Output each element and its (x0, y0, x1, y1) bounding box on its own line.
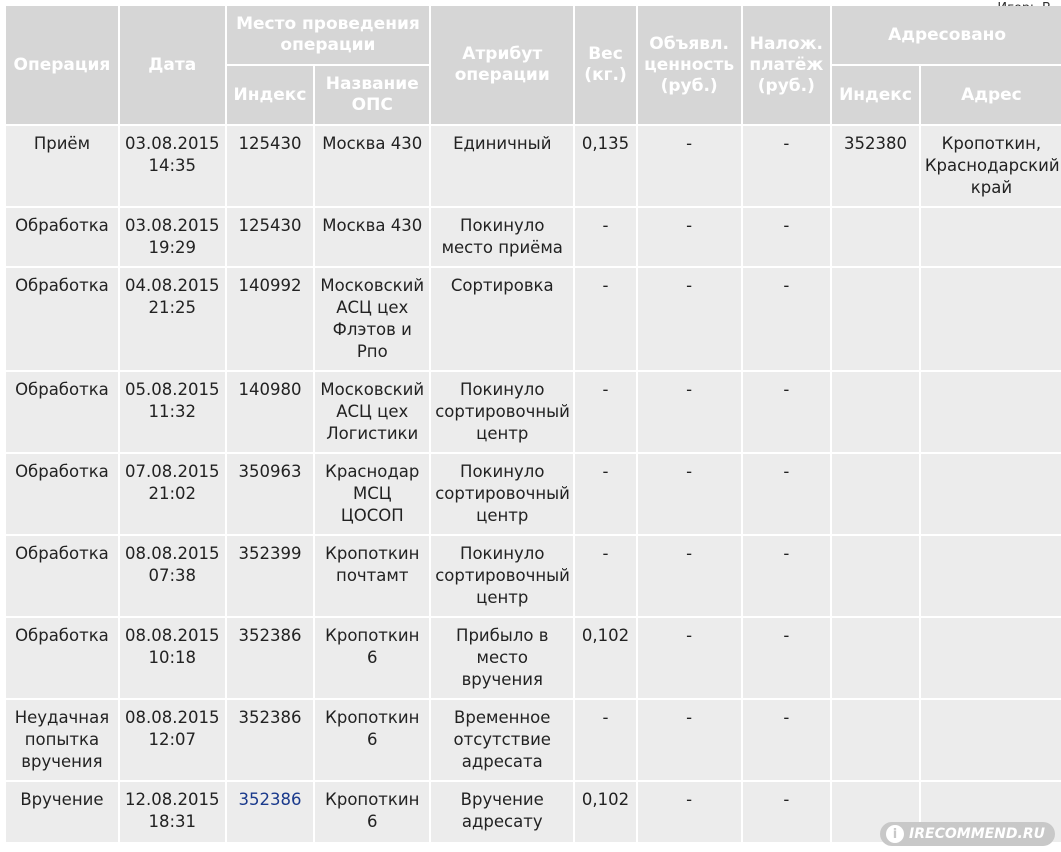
cell-weight: - (575, 208, 635, 266)
cell-weight: - (575, 454, 635, 534)
cell-operation: Обработка (6, 454, 118, 534)
cell-declared-value: - (638, 700, 741, 780)
header-addr-address: Адрес (921, 66, 1061, 124)
cell-operation: Обработка (6, 618, 118, 698)
cell-address (921, 618, 1061, 698)
cell-weight: 0,135 (575, 126, 635, 206)
cell-addr-index (832, 454, 919, 534)
cell-place-index: 352399 (227, 536, 314, 616)
cell-place-index: 140980 (227, 372, 314, 452)
cell-attribute: Покинуло сортировочный центр (431, 536, 573, 616)
header-place: Место проведения операции (227, 6, 430, 64)
cell-cod: - (743, 208, 831, 266)
cell-declared-value: - (638, 208, 741, 266)
table-row (6, 700, 1061, 780)
cell-addr-index (832, 700, 919, 780)
cell-addr-index (832, 268, 919, 370)
cell-operation: Обработка (6, 208, 118, 266)
cell-declared-value: - (638, 454, 741, 534)
cell-place-name: Москва 430 (315, 126, 429, 206)
cell-cod: - (743, 782, 831, 842)
cell-cod: - (743, 372, 831, 452)
cell-address (921, 700, 1061, 780)
cell-date: 08.08.2015 07:38 (120, 536, 225, 616)
cell-attribute: Покинуло место приёма (431, 208, 573, 266)
cell-declared-value: - (638, 372, 741, 452)
cell-addr-index: 352380 (832, 126, 919, 206)
cell-place-index: 352386 (227, 618, 314, 698)
cell-operation: Вручение (6, 782, 118, 842)
cell-address (921, 208, 1061, 266)
watermark-text: IRECOMMEND.RU (909, 826, 1045, 842)
header-date: Дата (120, 6, 225, 124)
cell-operation: Обработка (6, 536, 118, 616)
table-row (6, 536, 1061, 616)
cell-place-index: 352386 (227, 782, 314, 842)
cell-address (921, 268, 1061, 370)
cell-date: 07.08.2015 21:02 (120, 454, 225, 534)
cell-declared-value: - (638, 536, 741, 616)
cell-addr-index (832, 208, 919, 266)
cell-place-name: Кропоткин почтамт (315, 536, 429, 616)
cell-place-index: 350963 (227, 454, 314, 534)
cell-cod: - (743, 268, 831, 370)
header-attribute: Атрибут операции (431, 6, 573, 124)
cell-operation: Приём (6, 126, 118, 206)
cell-address (921, 372, 1061, 452)
cell-weight: - (575, 536, 635, 616)
cell-addr-index (832, 536, 919, 616)
cell-declared-value: - (638, 782, 741, 842)
cell-attribute: Сортировка (431, 268, 573, 370)
cell-attribute: Прибыло в место вручения (431, 618, 573, 698)
cell-attribute: Покинуло сортировочный центр (431, 454, 573, 534)
cell-address (921, 536, 1061, 616)
cell-attribute: Временное отсутствие адресата (431, 700, 573, 780)
cell-addr-index (832, 618, 919, 698)
cell-weight: - (575, 372, 635, 452)
header-place-name: Название ОПС (315, 66, 429, 124)
cell-operation: Обработка (6, 268, 118, 370)
cell-cod: - (743, 536, 831, 616)
table-row (6, 268, 1061, 370)
cell-weight: - (575, 268, 635, 370)
cell-operation: Обработка (6, 372, 118, 452)
cell-address: Кропоткин, Краснодарский край (921, 126, 1061, 206)
cell-operation: Неудачная попытка вручения (6, 700, 118, 780)
header-addr-index: Индекс (832, 66, 919, 124)
header-addressed: Адресовано (832, 6, 1061, 64)
cell-place-name: Краснодар МСЦ ЦОСОП (315, 454, 429, 534)
cell-cod: - (743, 126, 831, 206)
cell-weight: 0,102 (575, 618, 635, 698)
header-declared-value: Объявл. ценность (руб.) (638, 6, 741, 124)
cell-place-index: 125430 (227, 208, 314, 266)
cell-weight: - (575, 700, 635, 780)
cell-address (921, 454, 1061, 534)
cell-weight: 0,102 (575, 782, 635, 842)
table-row (6, 454, 1061, 534)
header-operation: Операция (6, 6, 118, 124)
cell-place-index: 140992 (227, 268, 314, 370)
cell-date: 04.08.2015 21:25 (120, 268, 225, 370)
cell-date: 05.08.2015 11:32 (120, 372, 225, 452)
cell-attribute: Единичный (431, 126, 573, 206)
cell-date: 03.08.2015 19:29 (120, 208, 225, 266)
cell-attribute: Вручение адресату (431, 782, 573, 842)
irecommend-logo-icon: i (886, 825, 904, 843)
table-row (6, 208, 1061, 266)
table-row (6, 126, 1061, 206)
cell-declared-value: - (638, 618, 741, 698)
table-row (6, 618, 1061, 698)
cell-cod: - (743, 454, 831, 534)
header-weight: Вес (кг.) (575, 6, 635, 124)
cell-date: 08.08.2015 12:07 (120, 700, 225, 780)
header-cod: Налож. платёж (руб.) (743, 6, 831, 124)
cell-place-name: Московский АСЦ цех Флэтов и Рпо (315, 268, 429, 370)
watermark (880, 822, 1055, 846)
cell-place-name: Кропоткин 6 (315, 618, 429, 698)
cell-place-name: Москва 430 (315, 208, 429, 266)
cell-place-index: 125430 (227, 126, 314, 206)
cell-place-name: Кропоткин 6 (315, 700, 429, 780)
cell-place-index: 352386 (227, 700, 314, 780)
cell-declared-value: - (638, 126, 741, 206)
tracking-table (4, 4, 1061, 844)
table-row (6, 372, 1061, 452)
cell-cod: - (743, 700, 831, 780)
cell-addr-index (832, 372, 919, 452)
cell-cod: - (743, 618, 831, 698)
cell-date: 03.08.2015 14:35 (120, 126, 225, 206)
cell-attribute: Покинуло сортировочный центр (431, 372, 573, 452)
cell-place-name: Московский АСЦ цех Логистики (315, 372, 429, 452)
header-place-index: Индекс (227, 66, 314, 124)
cell-date: 08.08.2015 10:18 (120, 618, 225, 698)
cell-declared-value: - (638, 268, 741, 370)
cell-place-name: Кропоткин 6 (315, 782, 429, 842)
cell-date: 12.08.2015 18:31 (120, 782, 225, 842)
